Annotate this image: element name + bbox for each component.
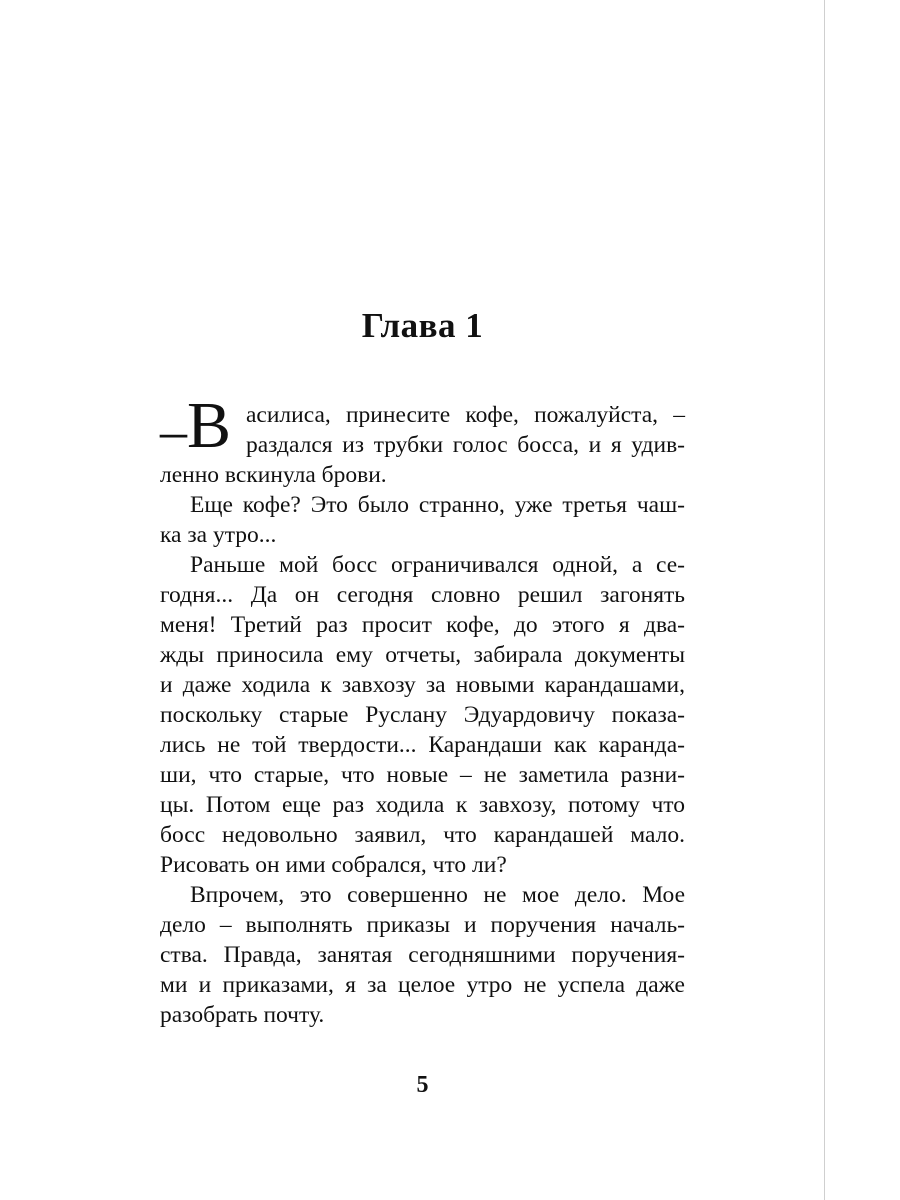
text-line: лись не той твердости... Карандаши как каранда-	[160, 732, 685, 758]
text-line: дело – выполнять приказы и поручения началь-	[160, 912, 685, 938]
drop-cap	[160, 389, 232, 462]
drop-cap-dash: –	[160, 401, 187, 461]
text-line: ленно вскинула брови.	[160, 462, 387, 488]
text-line: меня! Третий раз просит кофе, до этого я два-	[160, 612, 685, 638]
chapter-title: Глава 1	[361, 306, 484, 345]
text-line: цы. Потом еще раз ходила к завхозу, потому что	[160, 792, 685, 818]
page-edge-divider	[824, 0, 825, 1200]
text-line: годня... Да он сегодня словно решил загонять	[160, 582, 685, 608]
text-line: асилиса, принесите кофе, пожалуйста, –	[246, 402, 685, 428]
paragraph	[160, 400, 685, 490]
text-line: Впрочем, это совершенно не мое дело. Мое	[190, 882, 685, 908]
text-line: ства. Правда, занятая сегодняшними поручения-	[160, 942, 685, 968]
text-line: раздался из трубки голос босса, и я удив-	[246, 432, 685, 458]
page-number: 5	[416, 1072, 429, 1098]
text-line: и даже ходила к завхозу за новыми карандашами,	[160, 672, 685, 698]
paragraph	[160, 490, 685, 550]
text-line: Раньше мой босс ограничивался одной, а се-	[190, 552, 685, 578]
text-line: разобрать почту.	[160, 1002, 325, 1028]
text-line: Еще кофе? Это было странно, уже третья чаш-	[190, 492, 685, 518]
text-line: поскольку старые Руслану Эдуардовичу показа-	[160, 702, 685, 728]
paragraph	[160, 880, 685, 1030]
paragraph	[160, 550, 685, 880]
chapter-text	[160, 389, 685, 1030]
text-line: Рисовать он ими собрался, что ли?	[160, 852, 507, 878]
text-line: ка за утро...	[160, 522, 277, 548]
text-line: босс недовольно заявил, что карандашей мало.	[160, 822, 685, 848]
text-line: ми и приказами, я за целое утро не успела даже	[160, 972, 685, 998]
text-line: ши, что старые, что новые – не заметила разни-	[160, 762, 685, 788]
drop-cap-letter: В	[187, 389, 232, 462]
text-line: жды приносила ему отчеты, забирала документы	[160, 642, 685, 668]
